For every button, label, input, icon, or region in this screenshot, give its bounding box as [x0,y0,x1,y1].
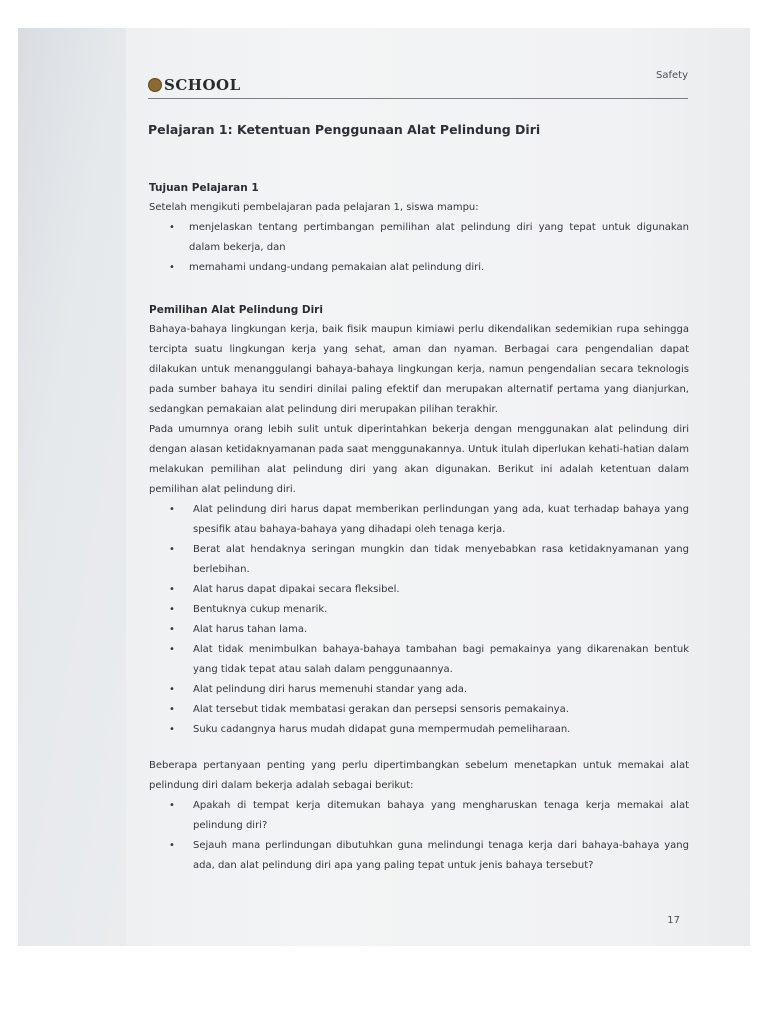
page-content [149,178,689,876]
list-item: • menjelaskan tentang pertimbangan pemilihan alat pelindung diri yang tepat untuk digunakan dalam bekerja, dan [169,222,689,253]
photo-background [18,28,750,946]
list-item: • Apakah di tempat kerja ditemukan bahaya yang mengharuskan tenaga kerja memakai alat pelindung diri? [169,800,689,831]
page-number: 17 [667,915,680,926]
list-item: • Bentuknya cukup menarik. [169,604,328,615]
logo-text: SCHOOL [164,76,241,94]
list-item: • Suku cadangnya harus mudah didapat guna mempermudah pemeliharaan. [169,724,571,735]
selection-criteria-list [149,500,689,740]
selection-heading: Pemilihan Alat Pelindung Diri [149,304,323,316]
school-logo-icon [148,78,162,92]
selection-paragraph-1: Bahaya-bahaya lingkungan kerja, baik fisik maupun kimiawi perlu dikendalikan sedemikian rupa sehingga tercipta suatu lingkungan kerja yang sehat, aman dan nyaman. Berbagai cara pengendalian dapat dilakukan untuk menanggulangi bahaya-bahaya lingkungan kerja, namun pengendalian secara teknologis pada sumber bahaya itu sendiri dinilai paling efektif dan merupakan alternatif pertama yang dianjurkan, sedangkan pemakaian alat pelindung diri merupakan pilihan terakhir. [149,324,689,415]
list-item: • Sejauh mana perlindungan dibutuhkan guna melindungi tenaga kerja dari bahaya-bahaya yang ada, dan alat pelindung diri apa yang paling tepat untuk jenis bahaya tersebut? [169,840,689,871]
list-item: • memahami undang-undang pemakaian alat pelindung diri. [169,262,485,273]
objectives-list [149,218,689,278]
list-item: • Berat alat hendaknya seringan mungkin dan tidak menyebabkan rasa ketidaknyamanan yang berlebihan. [169,544,689,575]
list-item: • Alat tersebut tidak membatasi gerakan dan persepsi sensoris pemakainya. [169,704,569,715]
objectives-intro: Setelah mengikuti pembelajaran pada pelajaran 1, siswa mampu: [149,202,479,213]
objectives-heading: Tujuan Pelajaran 1 [149,182,259,194]
list-item: • Alat tidak menimbulkan bahaya-bahaya tambahan bagi pemakainya yang dikarenakan bentuk yang tidak tepat atau salah dalam penggunaannya. [169,644,689,675]
page-header [148,70,688,99]
logo [148,76,241,94]
list-item: • Alat pelindung diri harus memenuhi standar yang ada. [169,684,468,695]
lesson-title: Pelajaran 1: Ketentuan Penggunaan Alat Pelindung Diri [148,122,541,137]
list-item: • Alat harus dapat dipakai secara fleksibel. [169,584,400,595]
selection-paragraph-2: Pada umumnya orang lebih sulit untuk diperintahkan bekerja dengan menggunakan alat pelindung diri dengan alasan ketidaknyamanan pada saat menggunakannya. Untuk itulah diperlukan kehati-hatian dalam melakukan pemilihan alat pelindung diri yang akan digunakan. Berikut ini adalah ketentuan dalam pemilihan alat pelindung diri. [149,424,689,495]
questions-list [149,796,689,876]
questions-intro: Beberapa pertanyaan penting yang perlu dipertimbangkan sebelum menetapkan untuk memakai alat pelindung diri dalam bekerja adalah sebagai berikut: [149,760,689,791]
list-item: • Alat harus tahan lama. [169,624,308,635]
list-item: • Alat pelindung diri harus dapat memberikan perlindungan yang ada, kuat terhadap bahaya yang spesifik atau bahaya-bahaya yang dihadapi oleh tenaga kerja. [169,504,689,535]
section-label: Safety [656,70,688,81]
document-page [126,28,750,946]
